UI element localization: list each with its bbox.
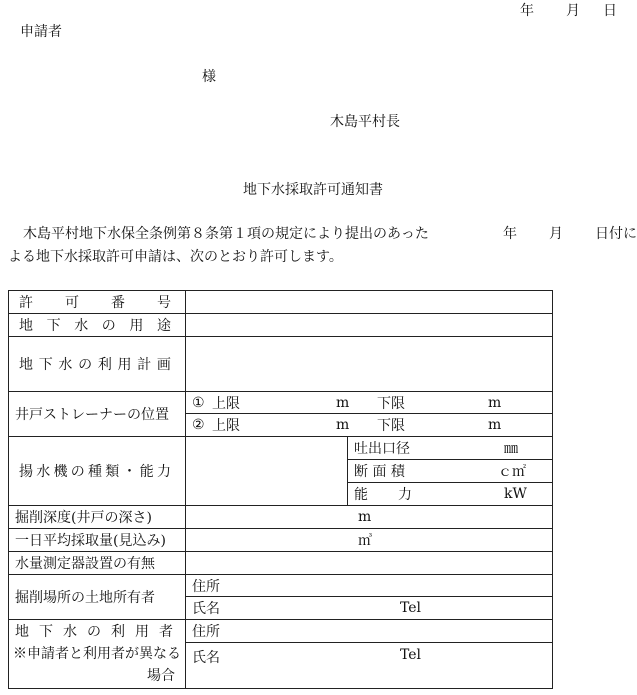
row-daily (9, 529, 553, 552)
strainer-2-lower: 下限 (377, 418, 405, 434)
strainer-row-1[interactable] (186, 392, 553, 414)
strainer-2-num: ② (192, 417, 205, 433)
value-daily[interactable] (186, 529, 553, 552)
depth-unit: m (358, 509, 372, 525)
body-text (8, 223, 637, 269)
row-depth (9, 506, 553, 529)
label-meter: 水量測定器設置の有無 (9, 552, 186, 575)
pump-area-unit: ｃ㎡ (498, 464, 526, 480)
row-purpose (9, 314, 553, 337)
document-title: 地下水採取許可通知書 (243, 182, 383, 198)
row-strainer-1 (9, 392, 553, 414)
honorific: 様 (202, 69, 216, 85)
date-line (0, 0, 615, 20)
owner-name-label: 氏名 (192, 601, 220, 617)
permit-table (8, 290, 553, 689)
value-depth[interactable] (186, 506, 553, 529)
row-owner-address (9, 575, 553, 597)
user-address-field[interactable] (186, 620, 553, 643)
pump-capacity-unit: kW (504, 486, 527, 502)
pump-capacity-label-1: 能 (354, 487, 368, 503)
user-label-case: 場合 (147, 668, 175, 684)
body-line-1 (8, 223, 637, 246)
strainer-1-unit1: m (336, 394, 350, 411)
label-pump: 揚 水 機 の 種 類 ・ 能 力 (9, 437, 186, 506)
row-meter (9, 552, 553, 575)
user-name-field[interactable] (186, 643, 553, 689)
issuer: 木島平村長 (330, 114, 400, 130)
user-address-label: 住所 (192, 624, 220, 640)
row-permit-number (9, 291, 553, 314)
pump-outlet-unit: ㎜ (504, 441, 518, 457)
daily-unit: ㎥ (358, 533, 372, 549)
strainer-1-upper: 上限 (212, 395, 240, 412)
body-line-2: よる地下水採取許可申請は、次のとおり許可します。 (8, 249, 343, 265)
user-tel-label: Tel (400, 647, 422, 663)
label-owner: 掘削場所の土地所有者 (9, 575, 186, 620)
user-label-note: ※申請者と利用者が異なる (13, 646, 181, 662)
value-permit-number[interactable] (186, 291, 553, 314)
date-year: 年 (520, 3, 534, 19)
pump-area-label: 断 面 積 (354, 464, 405, 480)
value-usage-plan[interactable] (186, 337, 553, 392)
value-pump-type[interactable] (186, 437, 348, 506)
row-pump-1 (9, 437, 553, 460)
body-year: 年 (503, 226, 517, 242)
body-month: 月 (549, 226, 563, 242)
strainer-1-num: ① (192, 394, 205, 411)
label-purpose: 地 下 水 の 用 途 (9, 314, 186, 337)
strainer-2-unit1: m (336, 417, 350, 433)
pump-capacity[interactable] (348, 483, 553, 506)
label-user: 地 下 水 の 利 用 者 ※申請者と利用者が異なる 場合 (9, 620, 186, 689)
row-user-address (9, 620, 553, 643)
date-month: 月 (566, 3, 580, 19)
pump-outlet-diameter[interactable] (348, 437, 553, 460)
label-strainer: 井戸ストレーナーの位置 (9, 392, 186, 437)
pump-cross-section[interactable] (348, 460, 553, 483)
label-permit-number: 許 可 番 号 (9, 291, 186, 314)
user-name-label: 氏名 (192, 650, 220, 666)
owner-address-field[interactable] (186, 575, 553, 597)
strainer-2-unit2: m (488, 417, 502, 433)
value-meter[interactable] (186, 552, 553, 575)
strainer-1-lower: 下限 (377, 395, 405, 412)
pump-capacity-label-2: 力 (398, 487, 412, 503)
body-line-1-prefix: 木島平村地下水保全条例第８条第１項の規定により提出のあった (23, 226, 429, 242)
row-usage-plan (9, 337, 553, 392)
value-purpose[interactable] (186, 314, 553, 337)
applicant-label: 申請者 (20, 24, 62, 40)
date-day: 日 (603, 3, 617, 19)
pump-outlet-label: 吐出口径 (354, 441, 410, 457)
body-day-suffix: 日付に (595, 226, 637, 242)
strainer-row-2[interactable] (186, 414, 553, 437)
label-daily: 一日平均採取量(見込み) (9, 529, 186, 552)
label-usage-plan: 地 下 水 の 利 用 計 画 (9, 337, 186, 392)
owner-tel-label: Tel (400, 600, 422, 616)
owner-address-label: 住所 (192, 578, 220, 595)
strainer-1-unit2: m (488, 394, 502, 411)
owner-name-field[interactable] (186, 597, 553, 620)
strainer-2-upper: 上限 (212, 418, 240, 434)
label-depth: 掘削深度(井戸の深さ) (9, 506, 186, 529)
